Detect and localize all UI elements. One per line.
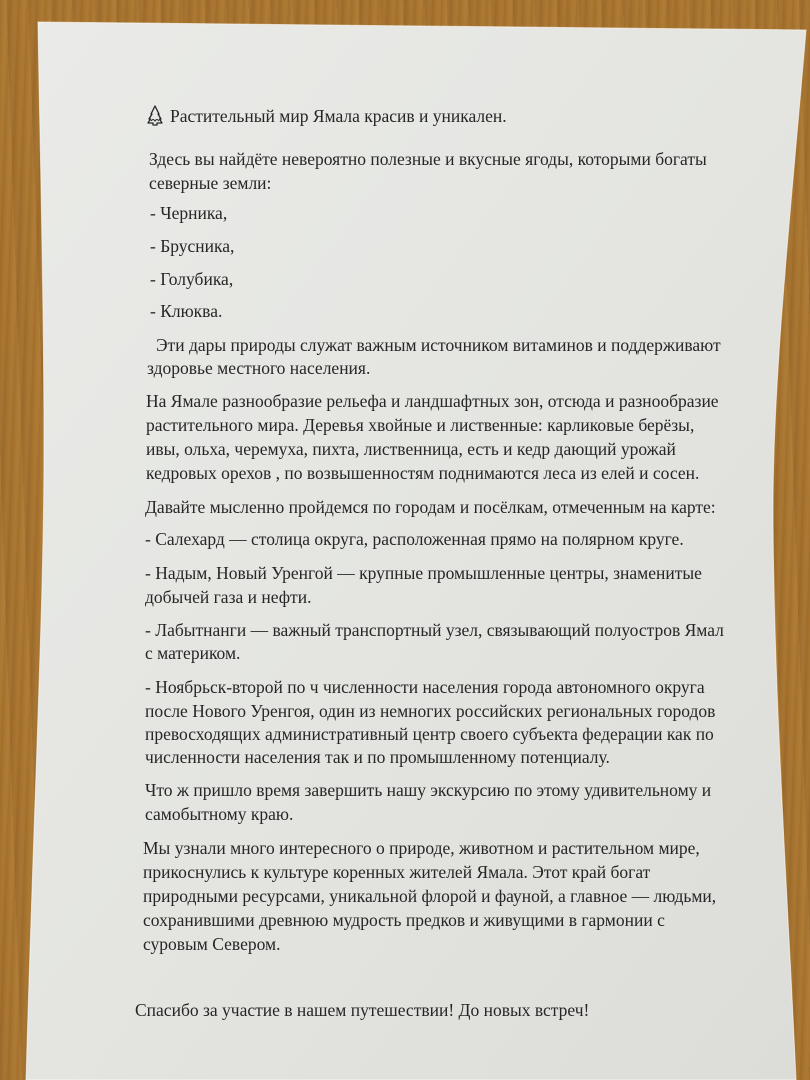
- berry-item: - Брусника,: [150, 236, 235, 256]
- city-item-noyabrsk-line-2: после Нового Уренгоя, один из немногих российских региональных городов: [145, 701, 716, 721]
- city-item-salekhard: - Салехард — столица округа, расположенная прямо на полярном круге.: [145, 529, 684, 549]
- tree-icon: [146, 105, 164, 127]
- berries-note-line-1: Эти дары природы служат важным источником витаминов и поддерживают: [156, 335, 721, 355]
- city-item-labytnangi-line-1: - Лабытнанги — важный транспортный узел, связывающий полуостров Ямал: [145, 620, 724, 640]
- city-item-nadym-line-1: - Надым, Новый Уренгой — крупные промышленные центры, знаменитые: [145, 563, 702, 583]
- intro-line-2: северные земли:: [149, 173, 272, 193]
- city-item-noyabrsk-line-3: превосходящих административный центр своего субъекта федерации как по: [145, 724, 714, 744]
- heading-text: Растительный мир Ямала красив и уникален.: [170, 106, 507, 126]
- berry-item: - Черника,: [150, 203, 228, 223]
- city-item-noyabrsk-line-1: - Ноябрьск-второй по ч численности населения города автономного округа: [145, 677, 705, 697]
- berry-item: - Клюква.: [150, 301, 223, 321]
- city-item-nadym-line-2: добычей газа и нефти.: [145, 587, 312, 607]
- berries-note-line-2: здоровье местного населения.: [147, 358, 371, 378]
- berry-item: - Голубика,: [150, 269, 234, 289]
- heading: [146, 104, 507, 129]
- cities-intro: Давайте мысленно пройдемся по городам и посёлкам, отмеченным на карте:: [145, 497, 716, 517]
- summary-line-4: сохранившими древнюю мудрость предков и живущими в гармонии с: [143, 910, 665, 930]
- summary-line-3: природными ресурсами, уникальной флорой и фауной, а главное — людьми,: [143, 886, 717, 906]
- city-item-noyabrsk-line-4: численности населения так и по промышленному потенциалу.: [145, 747, 610, 767]
- intro-line-1: Здесь вы найдёте невероятно полезные и вкусные ягоды, которыми богаты: [149, 149, 707, 169]
- flora-line-1: На Ямале разнообразие рельефа и ландшафтных зон, отсюда и разнообразие: [146, 391, 719, 411]
- closing-line-1: Что ж пришло время завершить нашу экскурсию по этому удивительному и: [145, 780, 712, 800]
- closing-line-2: самобытному краю.: [145, 804, 294, 824]
- summary-line-5: суровым Севером.: [143, 934, 281, 954]
- summary-line-1: Мы узнали много интересного о природе, животном и растительном мире,: [143, 838, 700, 858]
- flora-line-4: кедровых орехов , по возвышенностям поднимаются леса из елей и сосен.: [146, 463, 700, 483]
- summary-line-2: прикоснулись к культуре коренных жителей Ямала. Этот край богат: [143, 862, 651, 882]
- city-item-labytnangi-line-2: с материком.: [145, 643, 241, 663]
- flora-line-2: растительного мира. Деревья хвойные и лиственные: карликовые берёзы,: [146, 415, 695, 435]
- flora-line-3: ивы, ольха, черемуха, пихта, лиственница, есть и кедр дающий урожай: [146, 439, 676, 459]
- farewell-text: Спасибо за участие в нашем путешествии! До новых встреч!: [135, 1000, 590, 1020]
